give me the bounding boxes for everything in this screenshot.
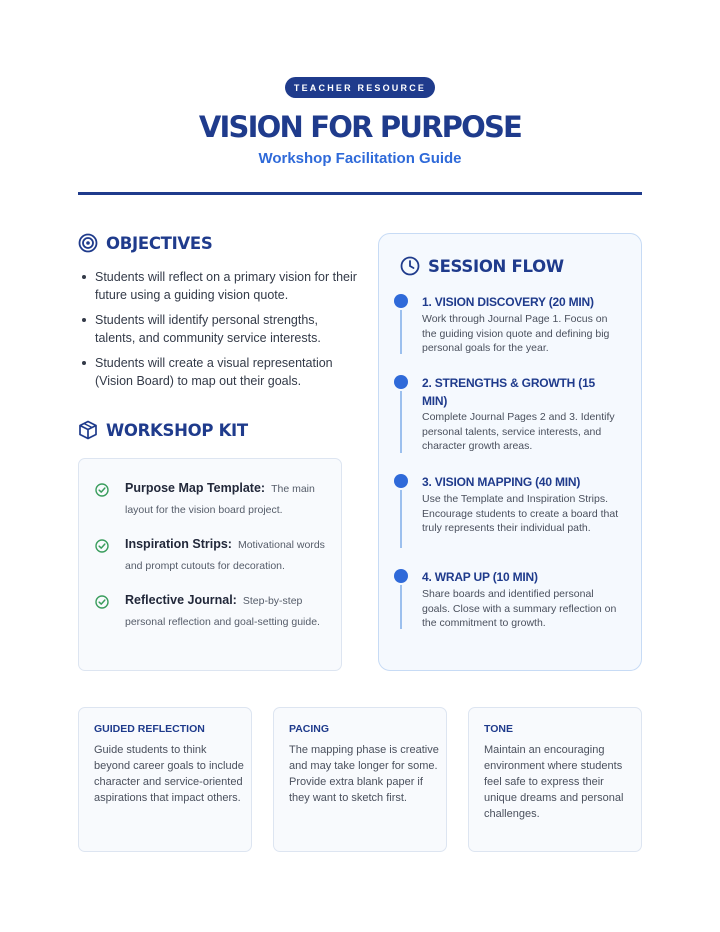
card-title: TONE (484, 723, 513, 735)
objectives-list (80, 268, 360, 397)
kit-item-desc: Step-by-step personal reflection and goal-setting guide. (125, 595, 320, 628)
check-circle-icon (95, 595, 109, 609)
step-title: 1. VISION DISCOVERY (20 MIN) (422, 295, 594, 309)
objective-item: Students will create a visual representation (Vision Board) to map out their goals. (80, 354, 360, 390)
objectives-heading (78, 233, 212, 253)
workshop-kit-heading (78, 420, 248, 440)
session-flow-heading (400, 256, 564, 276)
card-body: The mapping phase is creative and may take longer for some. Provide extra blank paper if they want to sketch first. (289, 744, 439, 804)
kit-item-name: Purpose Map Template: (125, 481, 266, 495)
kit-item (95, 534, 327, 577)
card-body: Maintain an encouraging environment where students feel safe to express their unique dreams and personal challenges. (484, 744, 624, 820)
page-title: VISION FOR PURPOSE (198, 110, 522, 144)
card-title: GUIDED REFLECTION (94, 723, 205, 735)
step-dot (394, 375, 408, 389)
target-icon (78, 233, 98, 253)
step-line (400, 585, 402, 629)
tone-card (468, 707, 642, 852)
step-title: 4. WRAP UP (10 MIN) (422, 570, 538, 584)
step-dot (394, 474, 408, 488)
teacher-resource-badge: TEACHER RESOURCE (285, 77, 435, 98)
check-circle-icon (95, 539, 109, 553)
pacing-card (273, 707, 447, 852)
objective-item: Students will reflect on a primary vision for their future using a guiding vision quote. (80, 268, 360, 304)
step-desc: Complete Journal Pages 2 and 3. Identify personal talents, service interests, and character growth areas. (422, 411, 615, 452)
objective-item: Students will identify personal strengths, talents, and community service interests. (80, 311, 360, 347)
objectives-heading-text: OBJECTIVES (106, 233, 213, 253)
page-subtitle: Workshop Facilitation Guide (258, 150, 462, 167)
card-body: Guide students to think beyond career goals to include character and service-oriented aspirations that impact others. (94, 744, 244, 804)
step-desc: Use the Template and Inspiration Strips. Encourage students to create a board that truly represents their individual path. (422, 493, 619, 534)
step-line (400, 310, 402, 354)
guided-reflection-card (78, 707, 252, 852)
step-line (400, 490, 402, 548)
step-desc: Work through Journal Page 1. Focus on the guiding vision quote and defining big personal goals for the year. (422, 313, 610, 354)
box-icon (78, 420, 98, 440)
kit-item (95, 590, 327, 633)
workshop-kit-box (78, 458, 342, 671)
title-divider (78, 192, 642, 195)
step-dot (394, 569, 408, 583)
step-desc: Share boards and identified personal goals. Close with a summary reflection on the commitment to growth. (422, 588, 617, 629)
kit-item (95, 478, 327, 521)
step-title: 3. VISION MAPPING (40 MIN) (422, 475, 581, 489)
step-dot (394, 294, 408, 308)
clock-icon (400, 256, 420, 276)
workshop-kit-heading-text: WORKSHOP KIT (106, 420, 248, 440)
check-circle-icon (95, 483, 109, 497)
step-title: 2. STRENGTHS & GROWTH (15 MIN) (422, 376, 596, 408)
step-line (400, 391, 402, 453)
kit-item-name: Reflective Journal: (125, 593, 237, 607)
kit-item-desc: The main layout for the vision board project. (125, 483, 315, 516)
kit-item-name: Inspiration Strips: (125, 537, 232, 551)
kit-item-desc: Motivational words and prompt cutouts for decoration. (125, 539, 325, 572)
session-flow-heading-text: SESSION FLOW (428, 256, 564, 276)
card-title: PACING (289, 723, 330, 735)
